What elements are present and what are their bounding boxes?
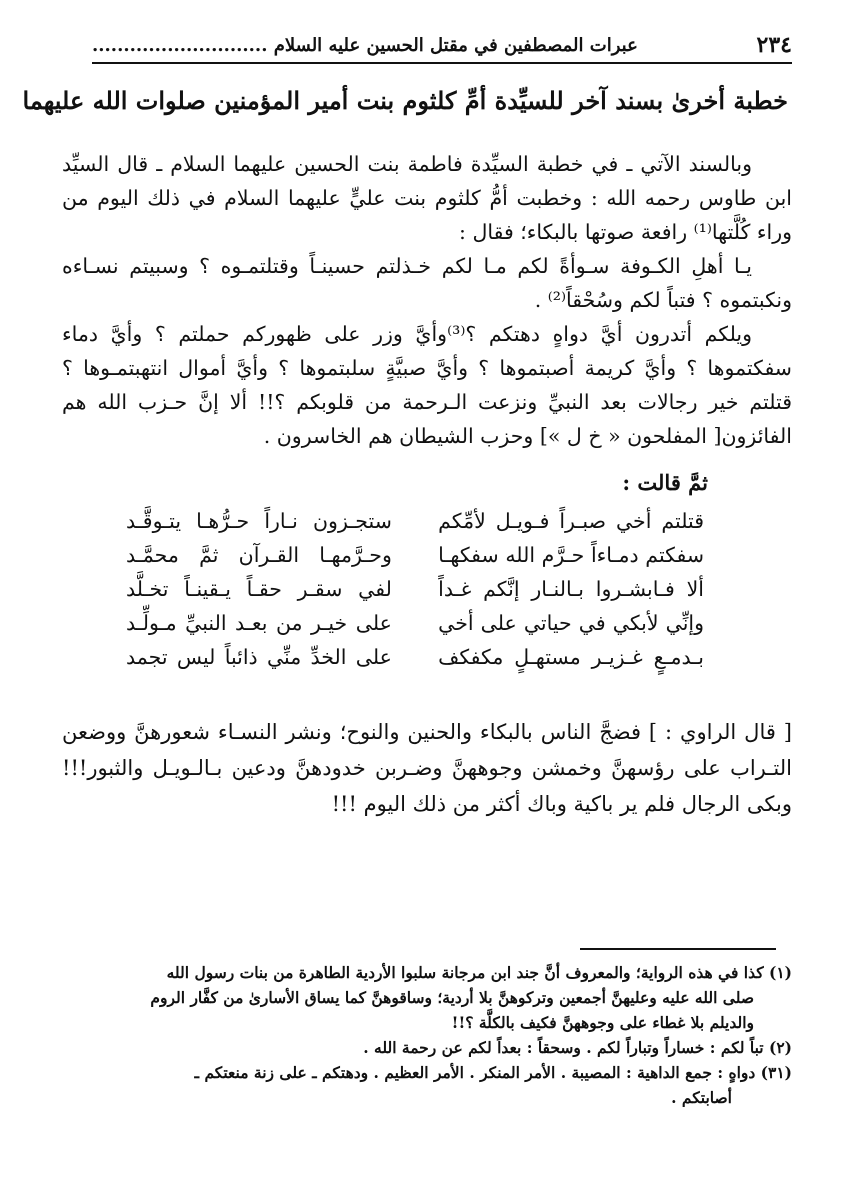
poem-verse	[126, 606, 704, 640]
verse-second-hemistich: وحـرَّمهـا القـرآن ثمَّ محمَّـد	[126, 543, 392, 567]
poem	[126, 504, 704, 674]
poem-intro: ثمَّ قالت :	[622, 470, 708, 495]
paragraph-sermon-body	[62, 317, 792, 453]
verse-second-hemistich: على خيـر من بعـد النبيِّ مـولِّـد	[126, 611, 392, 635]
verse-first-hemistich: سفكتم دمـاءاً حـرَّم الله سفكهـا	[438, 543, 704, 567]
running-title-text: عبرات المصطفين في مقتل الحسين عليه السلام	[273, 35, 638, 56]
leader-dots: ............................	[92, 35, 268, 56]
section-title: خطبة أخرىٰ بسند آخر للسيِّدة أمِّ كلثوم بنت أمير المؤمنين صلوات الله عليهما	[22, 86, 788, 115]
verse-first-hemistich: قتلتم أخي صبـراً فـويـل لأمِّكم	[438, 509, 704, 533]
paragraph-text: وبالسند الآتي ـ في خطبة السيِّدة فاطمة بنت الحسين عليهما السلام ـ قال السيِّد ابن طاوس رحمه الله : وخطبت أمُّ كلثوم بنت عليٍّ عليهما السلام في ذلك اليوم من وراء كُلَّتها⁽¹⁾ رافعة صوتها بالبكاء؛ فقال :	[62, 152, 792, 244]
paragraph-narrator	[62, 714, 792, 822]
footnote-3-continued: أصابتكم .	[671, 1088, 732, 1107]
paragraph-text: [ قال الراوي : ] فضجَّ الناس بالبكاء والحنين والنوح؛ ونشر النسـاء شعورهنَّ ووضعن التـراب على رؤسهنَّ وخمشن وجوههنَّ وضـربن خدودهنَّ ودعين بـالـويـل والثبور!!! وبكى الرجال فلم ير باكية وباك أكثر من ذلك اليوم !!!	[62, 720, 792, 816]
footnotes	[80, 960, 792, 1110]
paragraph-intro	[62, 147, 792, 249]
paragraph-text: يـا أهلِ الكـوفة سـوأةً لكم مـا لكم خـذلتم حسينـاً وقتلتمـوه ؟ وسبيتم نسـاءه ونكبتموه ؟ فتباً لكم وسُحْقاً⁽²⁾ .	[62, 254, 792, 312]
footnote-1-continued: والديلم بلا غطاء على وجوههنَّ فكيف بالكلَّة ؟!!	[451, 1013, 754, 1032]
poem-verse	[126, 538, 704, 572]
running-header	[92, 22, 792, 64]
footnote-1-continued: صلى الله عليه وعليهنَّ أجمعين وتركوهنَّ بلا أردية؛ وساقوهنَّ كما يساق الأسارىٰ من كفَّار الروم	[150, 988, 754, 1007]
footnote-2: (٢) تباً لكم : خساراً وتباراً لكم . وسحقاً : بعداً لكم عن رحمة الله .	[363, 1038, 792, 1057]
poem-verse	[126, 504, 704, 538]
verse-first-hemistich: بـدمـعٍ غـزيـر مستهـلٍ مكفكف	[438, 645, 704, 669]
verse-second-hemistich: على الخدِّ منِّي ذائباً ليس تجمد	[126, 645, 392, 669]
poem-verse	[126, 572, 704, 606]
footnote-divider	[580, 948, 776, 950]
verse-first-hemistich: وإنِّي لأبكي في حياتي على أخي	[438, 611, 704, 635]
verse-second-hemistich: ستجـزون نـاراً حـرُّهـا يتـوقَّـد	[126, 509, 392, 533]
footnote-1: (١) كذا في هذه الرواية؛ والمعروف أنَّ جند ابن مرجانة سلبوا الأردية الطاهرة من بنات رسول الله	[166, 963, 792, 982]
footnote-3: (٣١) دواهٍ : جمع الداهية : المصيبة . الأمر المنكر . الأمر العظيم . ودهتكم ـ على زنة منعتكم ـ	[194, 1063, 792, 1082]
running-title	[92, 35, 638, 62]
paragraph-text: ويلكم أتدرون أيَّ دواهٍ دهتكم ؟⁽³⁾وأيَّ وزر على ظهوركم حملتم ؟ وأيَّ دماء سفكتموها ؟ وأيَّ كريمة أصبتموها ؟ وأيَّ صبيَّةٍ سلبتموها ؟ وأيَّ أموال انتهبتمـوها ؟ قتلتم خير رجالات بعد النبيِّ ونزعت الـرحمة من قلوبكم ؟!! ألا إنَّ حـزب الله هم الفائزون[ المفلحون « خ ل »] وحزب الشيطان هم الخاسرون .	[62, 322, 792, 448]
poem-verse	[126, 640, 704, 674]
page-number: ٢٣٤	[756, 32, 792, 58]
paragraph-sermon-opening	[62, 249, 792, 317]
verse-second-hemistich: لفي سقـر حقـاً يـقينـاً تخـلَّد	[126, 577, 392, 601]
verse-first-hemistich: ألا فـابشـروا بـالنـار إنَّكم غـداً	[438, 577, 704, 601]
